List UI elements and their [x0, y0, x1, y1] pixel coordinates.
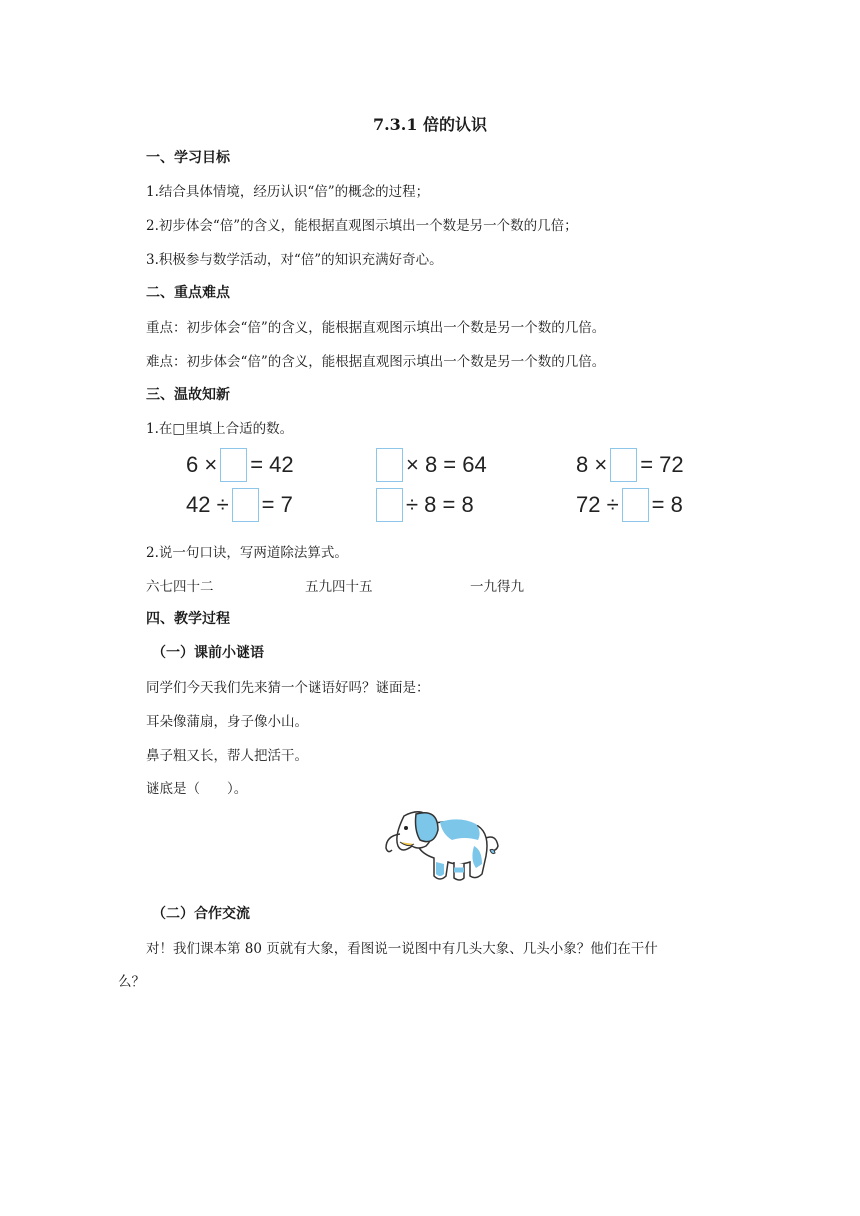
objective-3: 3.积极参与数学活动，对“倍”的知识充满好奇心。: [146, 252, 443, 268]
rhyme-1: 六七四十二: [146, 579, 214, 595]
heading-teaching-process: 四、教学过程: [146, 611, 230, 627]
riddle-line-1: 耳朵像蒲扇，身子像小山。: [146, 714, 308, 730]
equation-2: × 8 = 64: [373, 448, 487, 482]
equation-4: 42 ÷ = 7: [186, 488, 293, 522]
heading-objectives: 一、学习目标: [146, 150, 230, 166]
equation-1: 6 × = 42: [186, 448, 294, 482]
answer-box: [622, 488, 649, 522]
equation-6: 72 ÷ = 8: [576, 488, 683, 522]
rhyme-2: 五九四十五: [305, 579, 373, 595]
paragraph-line-2: 么？: [118, 974, 145, 990]
equation-5: ÷ 8 = 8: [373, 488, 474, 522]
answer-box: [610, 448, 637, 482]
riddle-answer: 谜底是（ ）。: [146, 781, 248, 797]
paragraph-line-1: 对！我们课本第 80 页就有大象，看图说一说图中有几头大象、几头小象？他们在干什: [146, 941, 658, 957]
subheading-cooperation: （二）合作交流: [152, 906, 250, 922]
answer-box: [376, 448, 403, 482]
rhyme-3: 一九得九: [470, 579, 524, 595]
riddle-line-2: 鼻子粗又长，帮人把活干。: [146, 748, 308, 764]
equation-3: 8 × = 72: [576, 448, 684, 482]
review-question-1: 1.在□里填上合适的数。: [146, 421, 294, 437]
heading-key-points: 二、重点难点: [146, 285, 230, 301]
riddle-intro: 同学们今天我们先来猜一个谜语好吗？谜面是：: [146, 680, 430, 696]
elephant-icon: [378, 806, 508, 886]
answer-box: [376, 488, 403, 522]
key-point: 重点：初步体会“倍”的含义，能根据直观图示填出一个数是另一个数的几倍。: [146, 320, 606, 336]
objective-1: 1.结合具体情境，经历认识“倍”的概念的过程；: [146, 184, 430, 200]
subheading-riddle: （一）课前小谜语: [152, 645, 264, 661]
objective-2: 2.初步体会“倍”的含义，能根据直观图示填出一个数是另一个数的几倍；: [146, 218, 578, 234]
review-question-2: 2.说一句口诀，写两道除法算式。: [146, 545, 348, 561]
elephant-illustration: [378, 806, 508, 886]
difficult-point: 难点：初步体会“倍”的含义，能根据直观图示填出一个数是另一个数的几倍。: [146, 354, 606, 370]
page-title: 7.3.1 倍的认识: [372, 115, 488, 134]
answer-box: [220, 448, 247, 482]
answer-box: [232, 488, 259, 522]
heading-review: 三、温故知新: [146, 387, 230, 403]
